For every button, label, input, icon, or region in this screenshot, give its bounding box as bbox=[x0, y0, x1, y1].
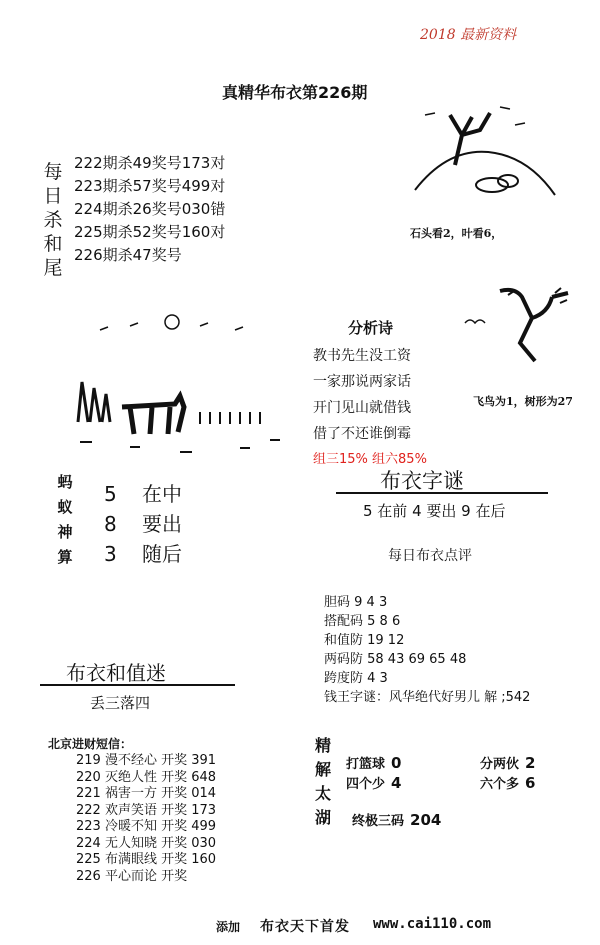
code-row: 胆码 9 4 3 bbox=[324, 595, 388, 610]
kill-row: 224期杀26奖号030错 bbox=[74, 200, 226, 218]
kill-row: 226期杀47奖号 bbox=[74, 246, 182, 264]
kill-row: 223期杀57奖号499对 bbox=[74, 177, 226, 195]
code-list bbox=[324, 593, 530, 707]
poem-line: 教书先生没工资 bbox=[313, 348, 411, 364]
ant-text: 随后 bbox=[142, 542, 182, 566]
ant-number: 3 bbox=[104, 542, 117, 566]
code-row: 搭配码 5 8 6 bbox=[324, 614, 401, 629]
beijing-row: 224 无人知晓 开奖 030 bbox=[76, 835, 217, 851]
poem-lines bbox=[313, 343, 427, 473]
hezhi-title: 布衣和值迷 bbox=[66, 661, 166, 685]
ant-text: 在中 bbox=[142, 482, 182, 506]
lake-item: 打篮球 0 bbox=[346, 754, 402, 772]
code-row: 两码防 58 43 69 65 48 bbox=[324, 652, 467, 667]
hezhi-subtitle: 丢三落四 bbox=[90, 694, 151, 712]
kill-row: 225期杀52奖号160对 bbox=[74, 223, 226, 241]
poem-line: 借了不还谁倒霉 bbox=[313, 426, 411, 442]
bird-caption: 飞鸟为1，树形为27 bbox=[473, 395, 573, 408]
daily-review-title: 每日布衣点评 bbox=[388, 548, 472, 564]
beijing-row: 219 漫不经心 开奖 391 bbox=[76, 753, 217, 768]
ant-row bbox=[104, 478, 182, 507]
ant-text: 要出 bbox=[142, 512, 182, 536]
ant-row bbox=[104, 508, 182, 537]
ant-number: 8 bbox=[104, 512, 117, 536]
ant-row bbox=[104, 538, 182, 567]
buyi-riddle-subtitle: 5 在前 4 要出 9 在后 bbox=[363, 502, 506, 520]
divider bbox=[40, 684, 235, 686]
footer-slogan: 布衣天下首发 bbox=[260, 919, 350, 935]
buyi-riddle-title: 布衣字谜 bbox=[380, 469, 464, 493]
code-row: 钱王字谜：风华绝代好男儿 解 ;542 bbox=[324, 690, 531, 705]
beijing-row: 220 灭绝人性 开奖 648 bbox=[76, 769, 217, 785]
poem-title: 分析诗 bbox=[348, 319, 394, 337]
poem-line: 一家那说两家话 bbox=[313, 374, 411, 390]
footer-site-link[interactable]: www.cai110.com bbox=[373, 916, 492, 932]
footer-prefix: 添加 bbox=[216, 920, 241, 934]
beijing-row: 226 平心而论 开奖 bbox=[76, 868, 188, 884]
header-tag: 2018 最新资料 bbox=[420, 27, 517, 43]
daily-kill-list bbox=[74, 152, 225, 267]
code-row: 和值防 19 12 bbox=[324, 633, 405, 648]
beijing-row: 225 布满眼线 开奖 160 bbox=[76, 852, 217, 867]
beijing-list bbox=[76, 753, 216, 885]
dog-scene-illustration bbox=[60, 312, 290, 467]
beijing-row: 223 冷暖不知 开奖 499 bbox=[76, 819, 217, 834]
lake-item: 六个多 6 bbox=[480, 774, 536, 792]
poem-highlight: 组三15% 组六85% bbox=[313, 452, 427, 467]
tree-stone-illustration bbox=[410, 95, 560, 210]
stone-caption: 石头看2，叶看6， bbox=[410, 227, 503, 240]
beijing-row: 221 祸害一方 开奖 014 bbox=[76, 786, 217, 801]
lake-item: 四个少 4 bbox=[346, 774, 402, 792]
beijing-title: 北京进财短信： bbox=[48, 737, 133, 751]
lake-item: 分两伙 2 bbox=[480, 754, 536, 772]
bird-tree-illustration bbox=[460, 283, 590, 388]
poem-line: 开门见山就借钱 bbox=[313, 400, 411, 416]
ant-number: 5 bbox=[104, 482, 117, 506]
jingjie-label: 精解太湖 bbox=[314, 736, 331, 827]
daily-kill-label: 每日杀和尾 bbox=[43, 161, 63, 279]
divider bbox=[336, 492, 548, 494]
page-title: 真精华布衣第226期 bbox=[222, 83, 368, 102]
ant-label: 蚂蚁神算 bbox=[57, 473, 73, 566]
beijing-row: 222 欢声笑语 开奖 173 bbox=[76, 802, 217, 818]
code-row: 跨度防 4 3 bbox=[324, 671, 388, 686]
final-three-codes: 终极三码 204 bbox=[352, 811, 442, 829]
kill-row: 222期杀49奖号173对 bbox=[74, 154, 226, 172]
